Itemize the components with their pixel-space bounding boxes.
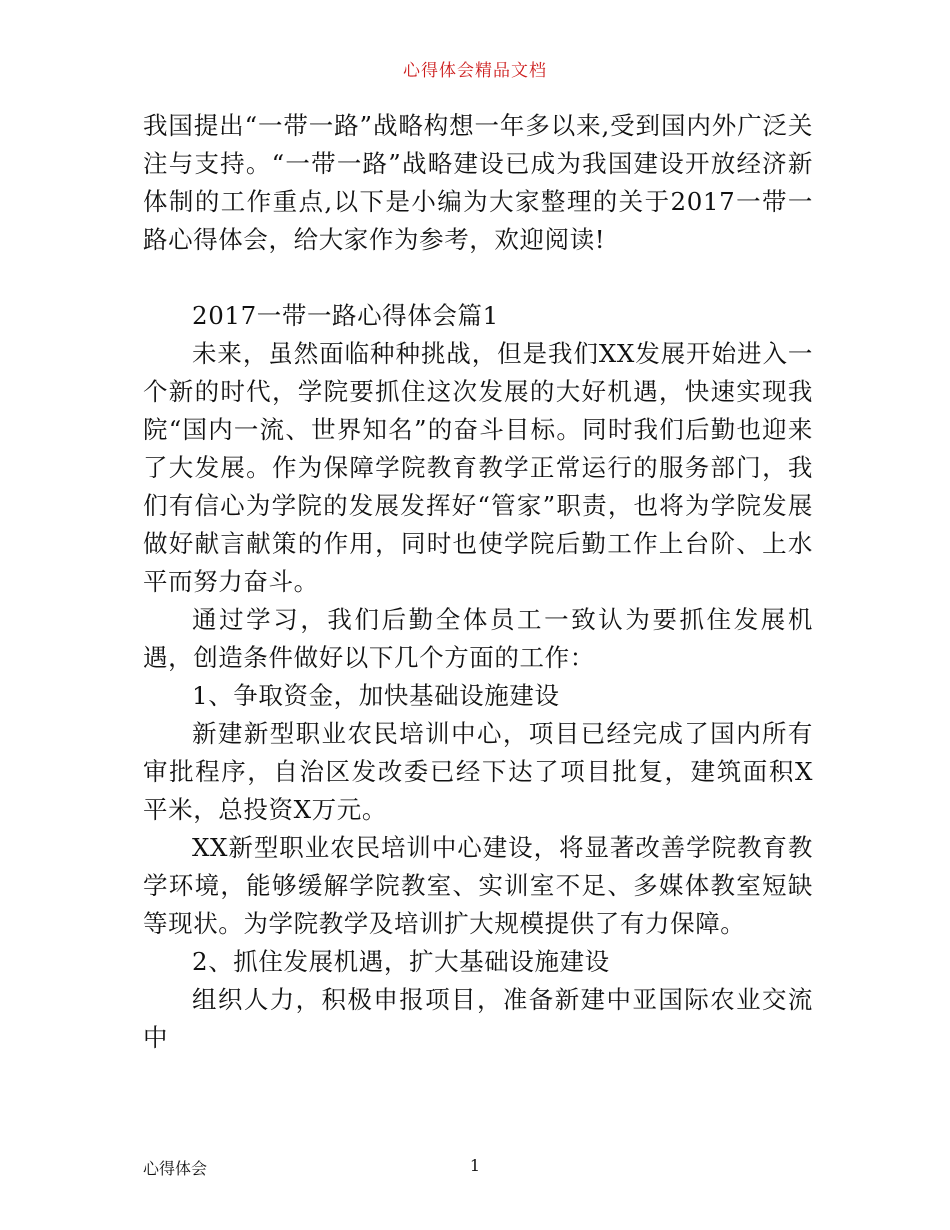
subheading-2: 2、抓住发展机遇，扩大基础设施建设	[192, 947, 610, 976]
page-number: 1	[469, 1156, 481, 1175]
paragraph-4: XX新型职业农民培训中心建设，将显著改善学院教育教学环境，能够缓解学院教室、实训室不足、多媒体教室短缺等现状。为学院教学及培训扩大规模提供了有力保障。	[143, 833, 813, 938]
section-title: 2017一带一路心得体会篇1	[192, 301, 499, 330]
intro-paragraph: 我国提出“一带一路”战略构想一年多以来,受到国内外广泛关注与支持。“一带一路”战略建设已成为我国建设开放经济新体制的工作重点,以下是小编为大家整理的关于2017一带一路心得体会，给大家作为参考，欢迎阅读!	[143, 111, 813, 254]
page-header-title: 心得体会精品文档	[403, 61, 547, 81]
paragraph-1: 未来，虽然面临种种挑战，但是我们XX发展开始进入一个新的时代，学院要抓住这次发展的大好机遇，快速实现我院“国内一流、世界知名”的奋斗目标。同时我们后勤也迎来了大发展。作为保障学院教育教学正常运行的服务部门，我们有信心为学院的发展发挥好“管家”职责，也将为学院发展做好献言献策的作用，同时也使学院后勤工作上台阶、上水平而努力奋斗。	[143, 339, 813, 596]
page-footer-label: 心得体会	[143, 1159, 208, 1178]
paragraph-2: 通过学习，我们后勤全体员工一致认为要抓住发展机遇，创造条件做好以下几个方面的工作：	[143, 605, 813, 672]
paragraph-3: 新建新型职业农民培训中心，项目已经完成了国内所有审批程序，自治区发改委已经下达了项目批复，建筑面积X平米，总投资X万元。	[143, 719, 813, 824]
subheading-1: 1、争取资金，加快基础设施建设	[192, 681, 560, 710]
document-body	[143, 107, 813, 1057]
paragraph-5: 组织人力，积极申报项目，准备新建中亚国际农业交流中	[143, 985, 813, 1052]
paragraph-spacer	[143, 259, 813, 297]
